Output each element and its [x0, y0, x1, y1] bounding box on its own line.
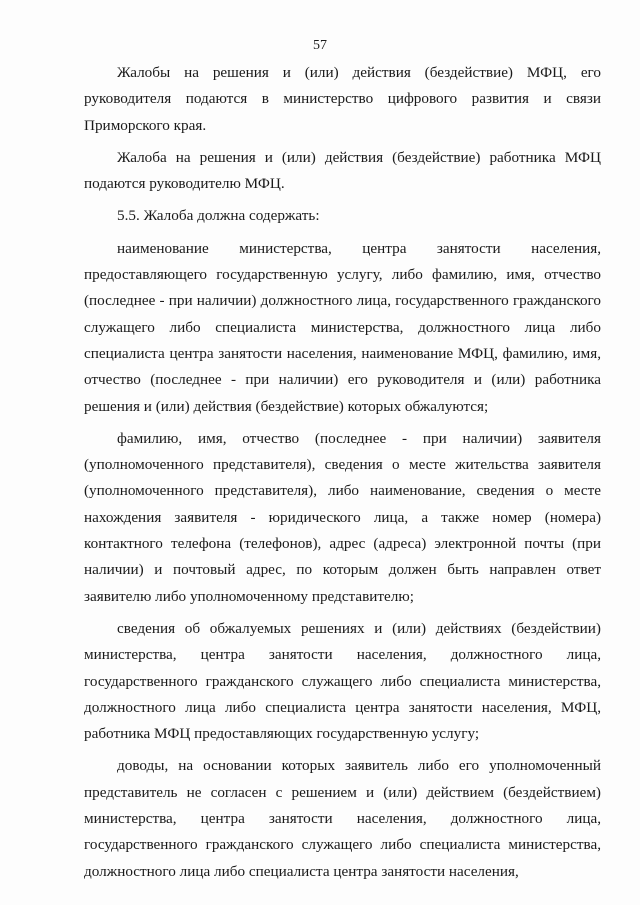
paragraph-5-5-heading: 5.5. Жалоба должна содержать:	[117, 207, 320, 225]
paragraph-mfc-complaints: Жалобы на решения и (или) действия (бездействие) МФЦ, его руководителя подаются в министерство цифрового развития и связи Приморского края.	[84, 64, 601, 134]
paragraph-mfc-worker-complaints: Жалоба на решения и (или) действия (бездействие) работника МФЦ подаются руководителю МФЦ.	[84, 148, 601, 193]
page-number: 57	[313, 38, 327, 53]
paragraph-arguments: доводы, на основании которых заявитель либо его уполномоченный представитель не согласен с решением и (или) действием (бездействием) министерства, центра занятости населения, должностного лица, государственного гражданского служащего либо специалиста министерства, должностного лица либо специалиста центра занятости населения,	[84, 757, 601, 880]
paragraph-appealed-decisions: сведения об обжалуемых решениях и (или) действиях (бездействии) министерства, центра занятости населения, должностного лица, государственного гражданского служащего либо специалиста министерства, должностного лица либо специалиста центра занятости населения, МФЦ, работника МФЦ предоставляющих государственную услугу;	[84, 619, 601, 743]
document-body	[84, 60, 601, 885]
paragraph-applicant-details: фамилию, имя, отчество (последнее - при наличии) заявителя (уполномоченного представителя), сведения о месте жительства заявителя (уполномоченного представителя), либо наименование, сведения о месте нахождения заявителя - юридического лица, а также номер (номера) контактного телефона (телефонов), адрес (адреса) электронной почты (при наличии) и почтовый адрес, по которым должен быть направлен ответ заявителю либо уполномоченному представителю;	[84, 429, 601, 605]
paragraph-name-requirement: наименование министерства, центра занятости населения, предоставляющего государственную услугу, либо фамилию, имя, отчество (последнее - при наличии) должностного лица, государственного гражданского служащего либо специалиста министерства, должностного лица либо специалиста центра занятости населения, наименование МФЦ, фамилию, имя, отчество (последнее - при наличии) его руководителя и (или) работника решения и (или) действия (бездействие) которых обжалуются;	[84, 239, 601, 415]
